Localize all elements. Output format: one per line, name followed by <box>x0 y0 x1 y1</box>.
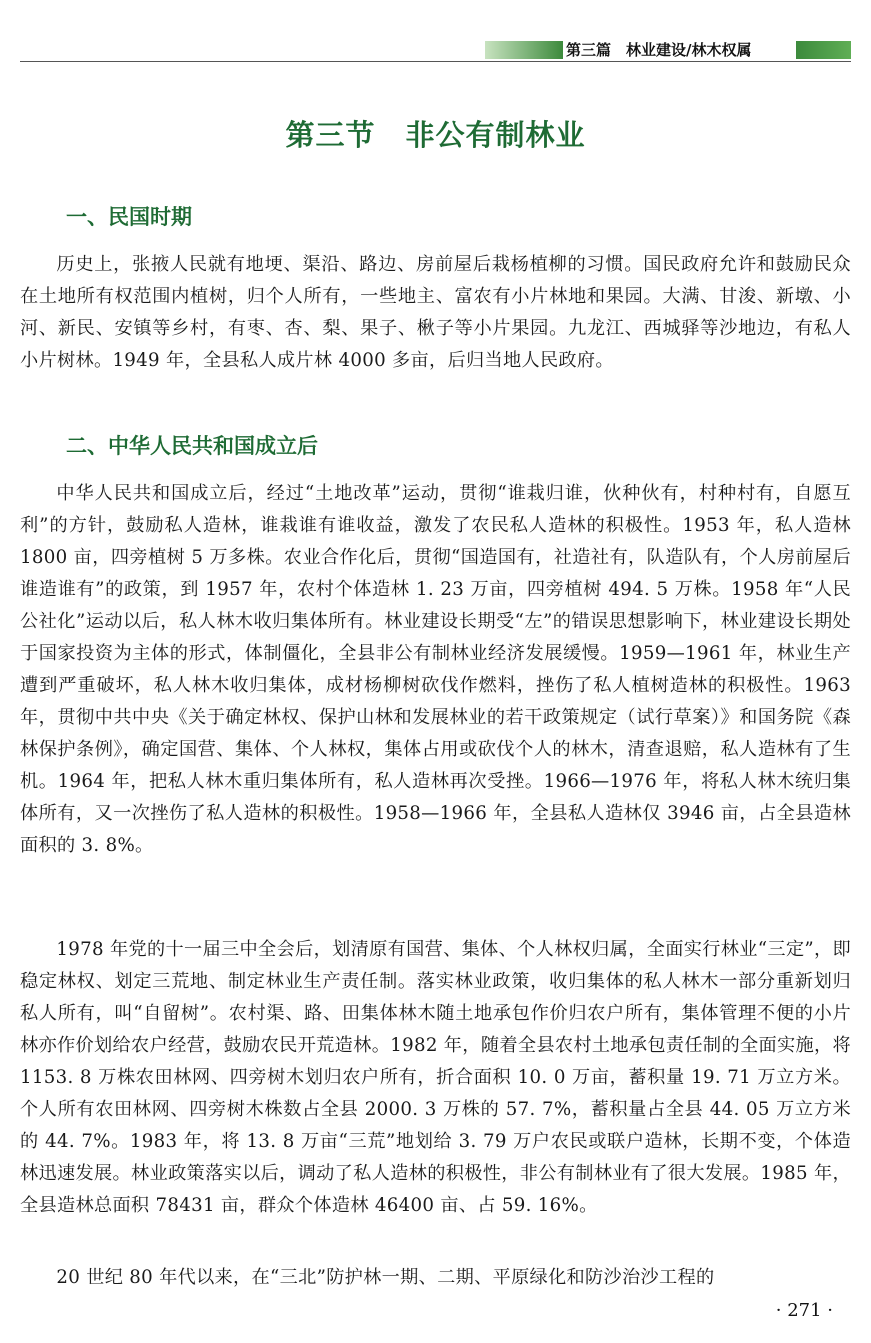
subheading-republic-period: 一、民国时期 <box>66 205 192 229</box>
paragraph-prc-3: 20 世纪 80 年代以来，在“三北”防护林一期、二期、平原绿化和防沙治沙工程的 <box>56 1267 715 1288</box>
page-number: · 271 · <box>775 1300 833 1321</box>
paragraph-prc-1: 中华人民共和国成立后，经过“土地改革”运动，贯彻“谁栽归谁，伙种伙有，村种村有，自愿互利”的方针，鼓励私人造林，谁栽谁有谁收益，激发了农民私人造林的积极性。1953 年，私人造林 1800 亩，四旁植树 5 万多株。农业合作化后，贯彻“国造国有，社造社有，队造队有，个人房前屋后谁造谁有”的政策，到 1957 年，农村个体造林 1. 23 万亩，四旁植树 494. 5 万株。1958 年“人民公社化”运动以后，私人林木收归集体所有。林业建设长期受“左”的错误思想影响下，林业建设长期处于国家投资为主体的形式，体制僵化，全县非公有制林业经济发展缓慢。1959—1961 年，林业生产遭到严重破坏，私人林木收归集体，成材杨柳树砍伐作燃料，挫伤了私人植树造林的积极性。1963 年，贯彻中共中央《关于确定林权、保护山林和发展林业的若干政策规定（试行草案）》和国务院《森林保护条例》，确定国营、集体、个人林权，集体占用或砍伐个人的林木，清查退赔，私人造林有了生机。1964 年，把私人林木重归集体所有，私人造林再次受挫。1966—1976 年，将私人林木统归集体所有，又一次挫伤了私人造林的积极性。1958—1966 年，全县私人造林仅 3946 亩，占全县造林面积的 3. 8%。 <box>20 483 851 856</box>
running-header-title: 第三篇 林业建设/林木权属 <box>566 41 752 59</box>
subheading-prc-founded: 二、中华人民共和国成立后 <box>66 434 318 458</box>
running-header <box>20 40 851 62</box>
section-title: 第三节 非公有制林业 <box>285 118 586 152</box>
header-decor-bar-right <box>796 41 851 59</box>
header-rule <box>20 61 851 62</box>
paragraph-prc-2: 1978 年党的十一届三中全会后，划清原有国营、集体、个人林权归属，全面实行林业“三定”，即稳定林权、划定三荒地、制定林业生产责任制。落实林业政策，收归集体的私人林木一部分重新划归私人所有，叫“自留树”。农村渠、路、田集体林木随土地承包作价归农户所有，集体管理不便的小片林亦作价划给农户经营，鼓励农民开荒造林。1982 年，随着全县农村土地承包责任制的全面实施，将 1153. 8 万株农田林网、四旁树木划归农户所有，折合面积 10. 0 万亩，蓄积量 19. 71 万立方米。个人所有农田林网、四旁树木株数占全县 2000. 3 万株的 57. 7%，蓄积量占全县 44. 05 万立方米的 44. 7%。1983 年，将 13. 8 万亩“三荒”地划给 3. 79 万户农民或联户造林，长期不变，个体造林迅速发展。林业政策落实以后，调动了私人造林的积极性，非公有制林业有了很大发展。1985 年，全县造林总面积 78431 亩，群众个体造林 46400 亩、占 59. 16%。 <box>20 939 851 1216</box>
paragraph-republic-period: 历史上，张掖人民就有地埂、渠沿、路边、房前屋后栽杨植柳的习惯。国民政府允许和鼓励民众在土地所有权范围内植树，归个人所有，一些地主、富农有小片林地和果园。大满、甘浚、新墩、小河、新民、安镇等乡村，有枣、杏、梨、果子、楸子等小片果园。九龙江、西城驿等沙地边，有私人小片树林。1949 年，全县私人成片林 4000 多亩，后归当地人民政府。 <box>20 254 851 371</box>
header-decor-bar-left <box>485 41 563 59</box>
